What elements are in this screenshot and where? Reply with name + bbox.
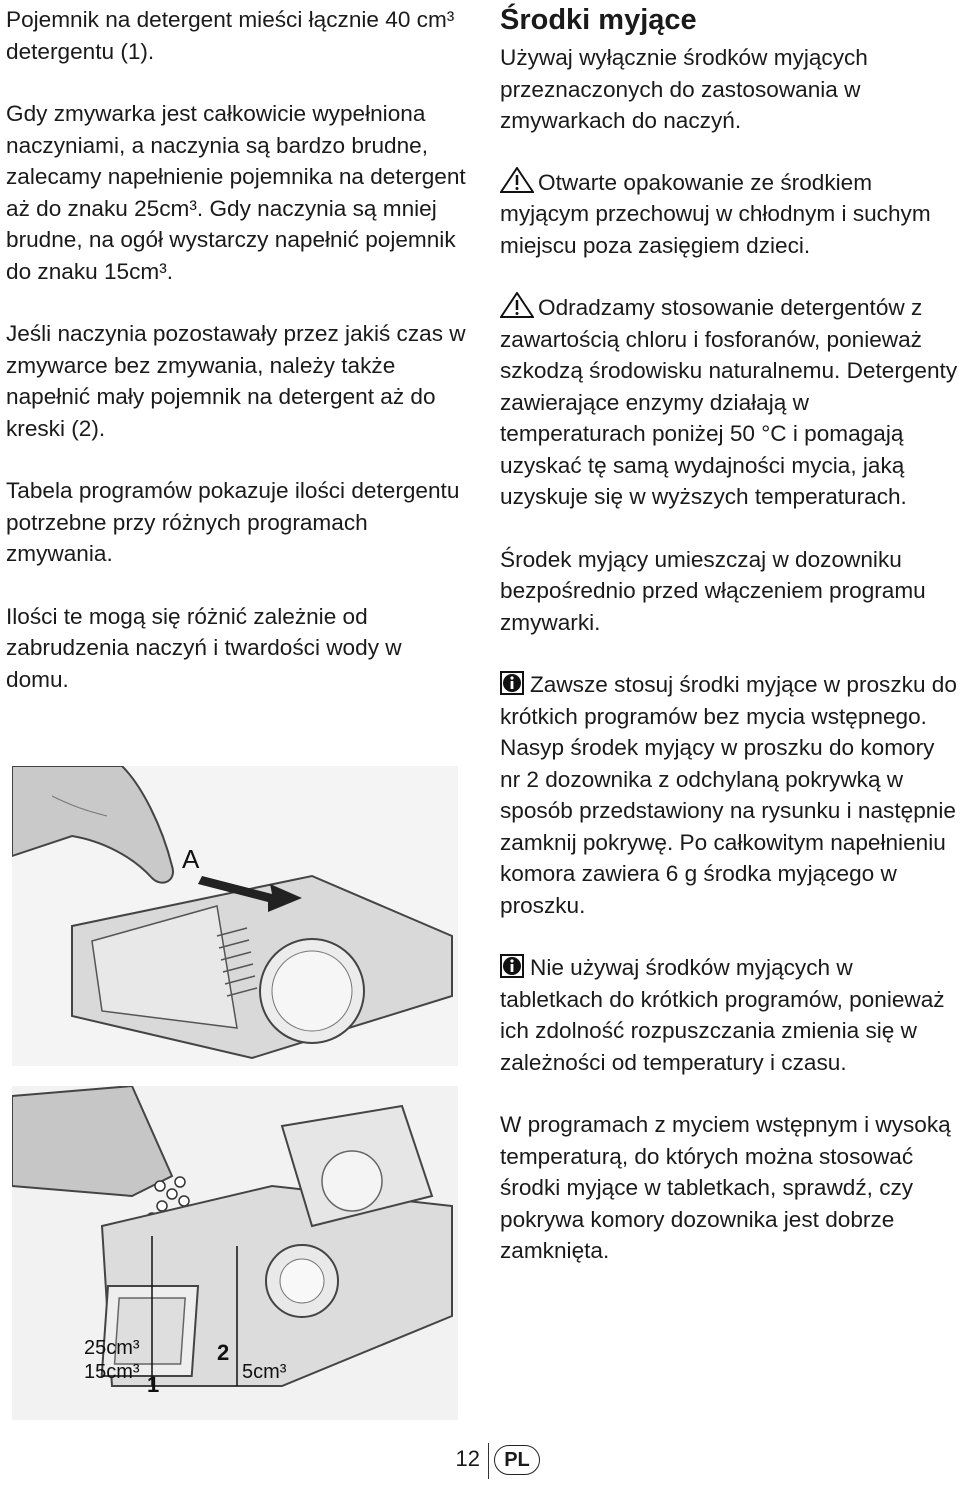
label-compartment-1: 1: [147, 1372, 160, 1397]
figure-dispenser-filling: [12, 1086, 458, 1420]
paragraph-full-load: Gdy zmywarka jest całkowicie wypełniona naczyniami, a naczynia są bardzo brudne, zalecamy napełnienie pojemnika na detergent aż do znaku 25cm³. Gdy naczynia są mniej brudne, na ogół wystarczy napełnić pojemnik do znaku 15cm³.: [6, 101, 466, 284]
right-column: [500, 4, 960, 1298]
info-icon: [500, 671, 524, 695]
figure-dispenser-open: [12, 766, 458, 1066]
warning-storage: [500, 167, 960, 262]
dispenser-open-illustration: [12, 766, 458, 1066]
warning-chlorine: [500, 292, 960, 513]
paragraph-program-table: Tabela programów pokazuje ilości detergentu potrzebne przy różnych programach zmywania.: [6, 478, 460, 566]
paragraph-capacity: Pojemnik na detergent mieści łącznie 40 cm³ detergentu (1).: [6, 7, 455, 64]
info-powder: [500, 669, 960, 921]
label-15cm3: 15cm³: [84, 1361, 140, 1383]
warning-chlorine-text: Odradzamy stosowanie detergentów z zawartością chloru i fosforanów, ponieważ szkodzą środowisku naturalnemu. Detergenty zawierające enzymy działają w temperaturach poniżej 50 °C i pomagają uzyskać tę samą wydajności mycia, jaką uzyskuje się w wyższych temperaturach.: [500, 295, 958, 509]
page-number: 12: [455, 1446, 480, 1471]
language-badge: PL: [494, 1445, 540, 1475]
paragraph-prewash: Jeśli naczynia pozostawały przez jakiś czas w zmywarce bez zmywania, należy także napełnić mały pojemnik na detergent aż do kreski (2).: [6, 321, 466, 441]
info-tablets: [500, 952, 960, 1078]
label-compartment-2: 2: [217, 1340, 230, 1365]
paragraph-prewash-tablets: W programach z myciem wstępnym i wysoką temperaturą, do których można stosować środki myjące w tabletkach, sprawdź, czy pokrywa komory dozownika jest dobrze zamknięta.: [500, 1112, 951, 1263]
footer-divider: [488, 1443, 489, 1479]
dispenser-filling-illustration: [12, 1086, 458, 1420]
section-heading: Środki myjące: [500, 4, 697, 36]
left-column: [6, 4, 466, 726]
info-powder-text: Zawsze stosuj środki myjące w proszku do krótkich programów bez mycia wstępnego. Nasyp środek myjący w proszku do komory nr 2 dozownika z odchylaną pokrywką w sposób przedstawiony na rysunku i następnie zamknij pokrywę. Po całkowitym napełnieniu komora zawiera 6 g środka myjącego w proszku.: [500, 672, 957, 918]
figure-label-a: A: [182, 844, 200, 874]
paragraph-use-only: Używaj wyłącznie środków myjących przeznaczonych do zastosowania w zmywarkach do naczyń.: [500, 45, 868, 133]
paragraph-variation: Ilości te mogą się różnić zależnie od zabrudzenia naczyń i twardości wody w domu.: [6, 603, 402, 692]
warning-triangle-icon: [500, 167, 534, 193]
info-tablets-text: Nie używaj środków myjących w tabletkach do krótkich programów, ponieważ ich zdolność rozpuszczania zmienia się w zależności od temperatury i czasu.: [500, 955, 945, 1075]
label-25cm3: 25cm³: [84, 1337, 140, 1359]
warning-triangle-icon: [500, 292, 534, 318]
paragraph-placement: Środek myjący umieszczaj w dozowniku bezpośrednio przed włączeniem programu zmywarki.: [500, 546, 926, 635]
warning-storage-text: Otwarte opakowanie ze środkiem myjącym przechowuj w chłodnym i suchym miejscu poza zasięgiem dzieci.: [500, 169, 931, 258]
info-icon: [500, 954, 524, 978]
label-5cm3: 5cm³: [242, 1361, 287, 1383]
